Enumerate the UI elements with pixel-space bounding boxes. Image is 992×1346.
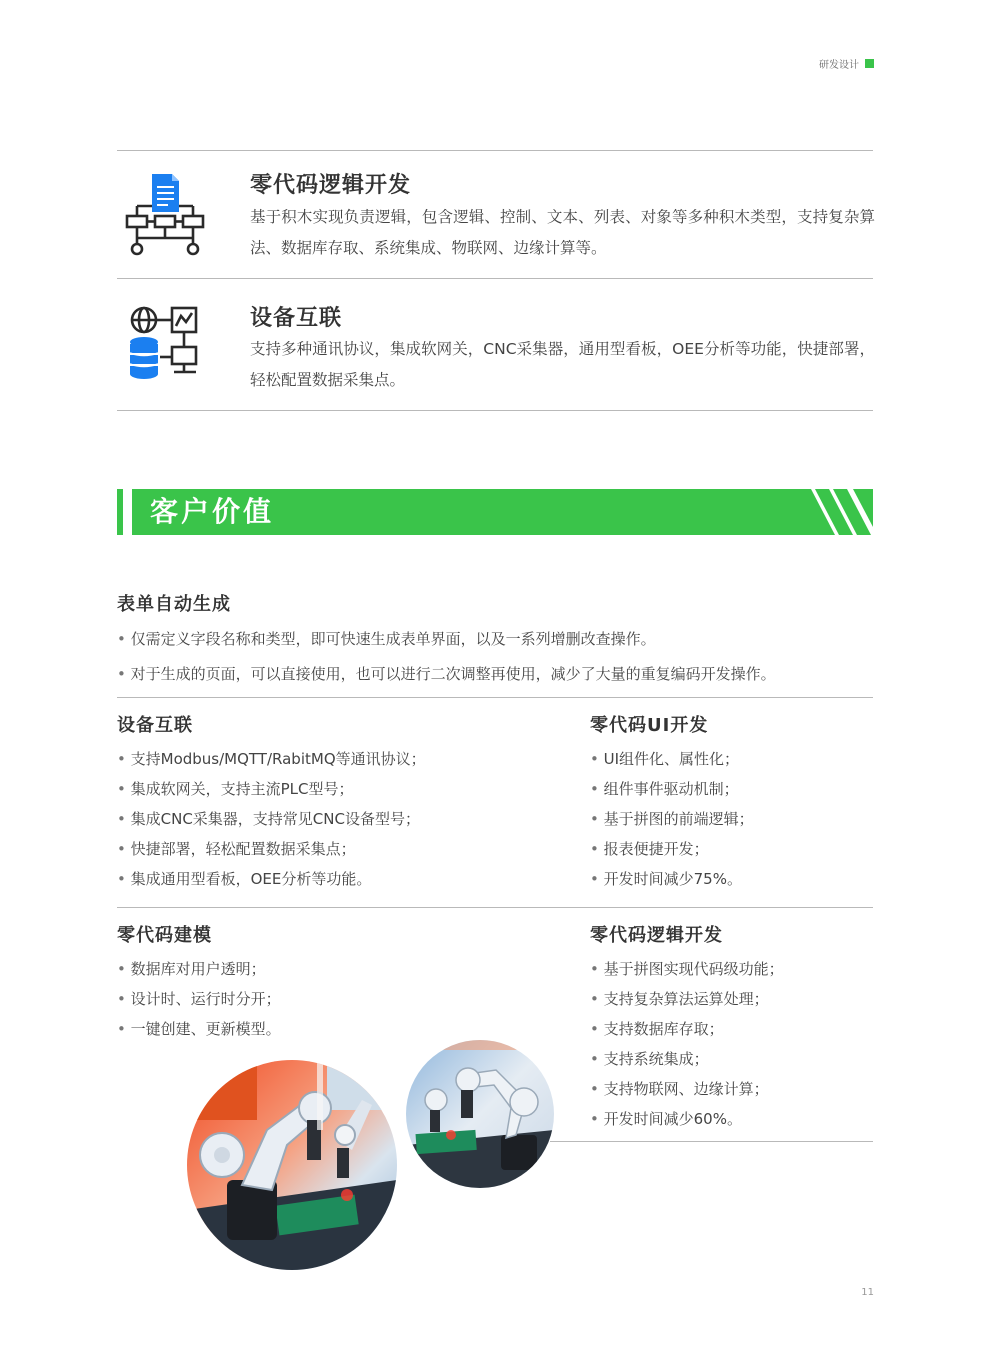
feature-description: 基于积木实现负责逻辑，包含逻辑、控制、文本、列表、对象等多种积木类型，支持复杂算法、数据库存取、系统集成、物联网、边缘计算等。 xyxy=(250,208,875,257)
list-item: • 支持物联网、边缘计算； xyxy=(590,1074,784,1104)
list-item: • 支持复杂算法运算处理； xyxy=(590,984,784,1014)
divider xyxy=(117,410,873,411)
header-section-label xyxy=(819,56,874,71)
banner-title: 客户价值 xyxy=(150,495,275,528)
list-item: • 集成通用型看板，OEE分析等功能。 xyxy=(117,864,426,894)
page-number: 11 xyxy=(861,1287,874,1298)
list-item: • 数据库对用户透明； xyxy=(117,954,281,984)
section-title: 零代码UI开发 xyxy=(590,715,709,736)
section-title: 设备互联 xyxy=(117,715,193,736)
device-network-icon xyxy=(124,302,204,382)
section-list xyxy=(117,954,281,1044)
list-item: • 快捷部署，轻松配置数据采集点； xyxy=(117,834,426,864)
list-item: • 支持系统集成； xyxy=(590,1044,784,1074)
feature-title: 零代码逻辑开发 xyxy=(250,173,412,198)
list-item: • 仅需定义字段名称和类型，即可快速生成表单界面，以及一系列增删改查操作。 xyxy=(117,624,776,654)
robot-arm-photo-small xyxy=(406,1040,554,1188)
list-item: • 集成CNC采集器，支持常见CNC设备型号； xyxy=(117,804,426,834)
list-item: • UI组件化、属性化； xyxy=(590,744,754,774)
header-label: 研发设计 xyxy=(819,60,859,71)
list-item: • 集成软网关，支持主流PLC型号； xyxy=(117,774,426,804)
section-list xyxy=(117,744,426,894)
section-list xyxy=(590,744,754,894)
section-title: 表单自动生成 xyxy=(117,594,231,615)
divider xyxy=(550,1141,873,1142)
list-item: • 支持数据库存取； xyxy=(590,1014,784,1044)
header-accent-square xyxy=(865,59,874,68)
section-list xyxy=(117,624,776,689)
divider xyxy=(117,278,873,279)
section-title: 零代码建模 xyxy=(117,925,212,946)
feature-title: 设备互联 xyxy=(250,306,343,331)
section-title: 零代码逻辑开发 xyxy=(590,925,723,946)
divider xyxy=(117,697,873,698)
list-item: • 支持Modbus/MQTT/RabitMQ等通讯协议； xyxy=(117,744,426,774)
robot-arm-photo-large xyxy=(187,1060,397,1270)
list-item: • 组件事件驱动机制； xyxy=(590,774,754,804)
list-item: • 开发时间减少60%。 xyxy=(590,1104,784,1134)
list-item: • 基于拼图实现代码级功能； xyxy=(590,954,784,984)
divider xyxy=(117,907,873,908)
list-item: • 一键创建、更新模型。 xyxy=(117,1014,281,1044)
list-item: • 对于生成的页面，可以直接使用，也可以进行二次调整再使用，减少了大量的重复编码开发操作。 xyxy=(117,659,776,689)
logic-flow-icon xyxy=(124,172,206,260)
list-item: • 报表便捷开发； xyxy=(590,834,754,864)
divider xyxy=(117,150,873,151)
list-item: • 设计时、运行时分开； xyxy=(117,984,281,1014)
list-item: • 开发时间减少75%。 xyxy=(590,864,754,894)
section-list xyxy=(590,954,784,1134)
list-item: • 基于拼图的前端逻辑； xyxy=(590,804,754,834)
feature-description: 支持多种通讯协议，集成软网关，CNC采集器，通用型看板，OEE分析等功能，快捷部署，轻松配置数据采集点。 xyxy=(250,340,875,389)
